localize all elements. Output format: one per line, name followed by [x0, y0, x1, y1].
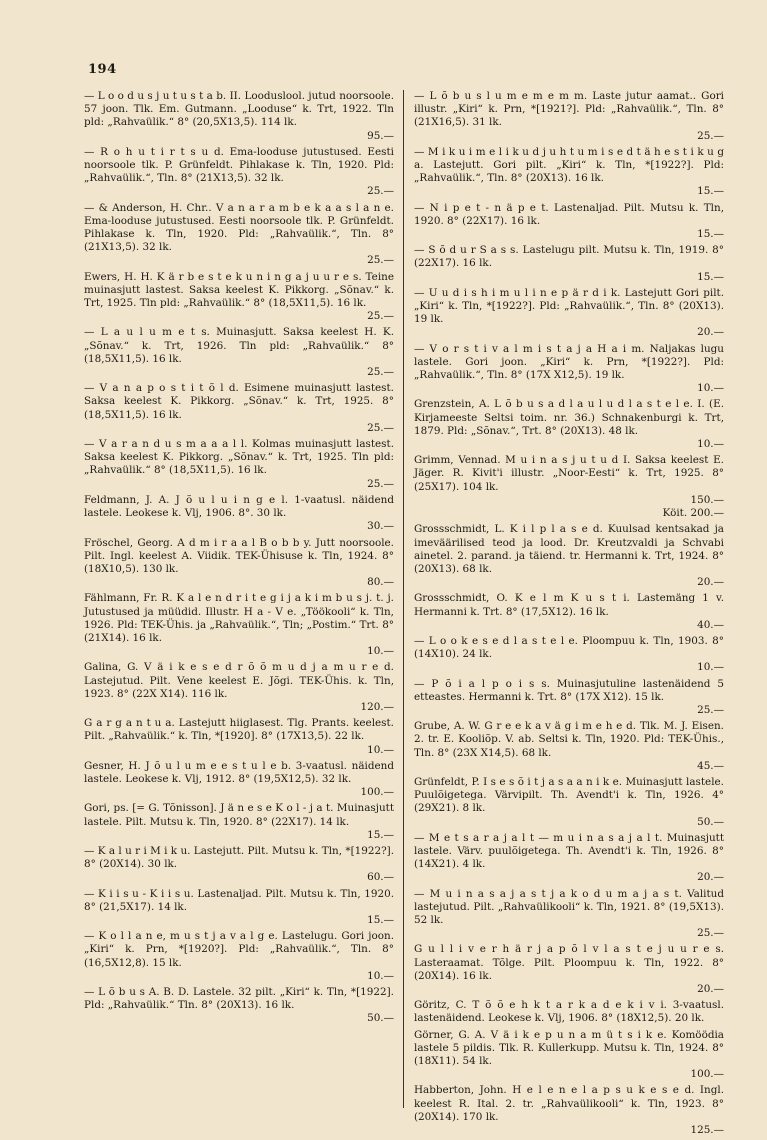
entry-price: 10.—: [367, 743, 394, 756]
entry-text: Habberton, John. H e l e n e l a p s u k e s e d. Ingl. keelest R. Ital. 2. tr. „Rahvaülikooli“ k. Tln, 1923. 8° (20X14). 170 lk.: [414, 1084, 724, 1123]
entry: [84, 537, 394, 590]
entry-price: 60.—: [367, 871, 394, 884]
entry-text: Grube, A. W. G r e e k a v ä g i m e h e d. Tlk. M. J. Eisen. 2. tr. E. Kooliõp. V. ab. Seltsi k. Tln, 1920. Pld: TEK-Ühis., Tln. 8° (23X X14,5). 68 lk.: [414, 720, 724, 759]
entry-price: 20.—: [697, 576, 724, 589]
entry-price: 50.—: [367, 1012, 394, 1025]
entry: [414, 776, 724, 829]
entry-price: 15.—: [367, 913, 394, 926]
entry: [84, 271, 394, 324]
entry: [84, 326, 394, 379]
entry-text: Grimm, Vennad. M u i n a s j u t u d I. Saksa keelest E. Jäger. R. Kivit'i illustr. „Noor-Eesti“ k. Trt, 1925. 8° (25X17). 104 lk.: [414, 454, 724, 493]
entry-price: 10.—: [367, 969, 394, 982]
entry-price: 20.—: [697, 871, 724, 884]
entry-text: — V o r s t i v a l m i s t a j a H a i m. Naljakas lugu lastele. Gori joon. „Kiri“ k. Prn, *[1922?]. Pld: „Rahvaülik.“, Tln. 8° (17X X12,5). 19 lk.: [414, 342, 724, 382]
entry: [84, 592, 394, 658]
entry-price: 15.—: [697, 270, 724, 283]
entry: [414, 635, 724, 675]
left-column: [84, 90, 394, 1029]
entry-text: Fröschel, Georg. A d m i r a a l B o b b y. Jutt noorsoole. Pilt. Ingl. keelest A. Viidik. TEK-Ühisuse k. Tln, 1924. 8° (18X10,5). 130 lk.: [84, 536, 394, 575]
entry-text: Grenzstein, A. L õ b u s a d l a u l u d l a s t e l e. I. (E. Kirjameeste Seltsi toim. nr. 36.) Schnakenburgi k. Trt, 1879. Pld: „Sõnav.“, Trt. 8° (20X13). 48 lk.: [414, 398, 724, 437]
entry: [414, 720, 724, 773]
entry-text: — M u i n a s a j a s t j a k o d u m a j a s t. Valitud lastejutud. Pilt. „Rahvaülikooli“ k. Tln, 1921. 8° (19,5X13). 52 lk.: [414, 887, 724, 926]
entry: [84, 930, 394, 983]
entry-price: 100.—: [690, 1068, 724, 1081]
entry: [84, 202, 394, 268]
entry-price: 25.—: [367, 254, 394, 267]
entry: [414, 1084, 724, 1137]
entry: [84, 90, 394, 143]
entry-text: — L a u l u m e t s. Muinasjutt. Saksa keelest H. K. „Sõnav.“ k. Trt, 1926. Tln pld: „Rahvaülik.“ 8° (18,5X11,5). 16 lk.: [84, 326, 394, 365]
entry-text: — V a n a p o s t i t õ l d. Esimene muinasjutt lastest. Saksa keelest K. Pikkorg. „Sõnav.“ k. Trt, 1925. 8° (18,5X11,5). 16 lk.: [84, 382, 394, 421]
entry-price: 25.—: [367, 310, 394, 323]
page-number: 194: [88, 62, 117, 77]
entry: [414, 398, 724, 451]
entry-text: — P õ i a l p o i s s. Muinasjutuline lastenäidend 5 etteastes. Hermanni k. Trt. 8° (17X X12). 15 lk.: [414, 677, 724, 703]
entry: [414, 523, 724, 589]
entry-text: — & Anderson, H. Chr.. V a n a r a m b e k a a s l a n e. Ema-looduse jutustused. Eesti noorsoole tlk. P. Grünfeldt. Pihlakase k. Tln, 1920. Pld: „Rahvaülik.“, Tln. 8° (21X13,5). 32 lk.: [84, 201, 394, 254]
entry-text: Gori, ps. [= G. Tõnisson]. J ä n e s e K o l - j a t. Muinasjutt lastele. Pilt. Mutsu k. Tln, 1920. 8° (22X17). 14 lk.: [84, 802, 394, 828]
entry-price: 50.—: [697, 815, 724, 828]
entry: [84, 438, 394, 491]
entry-text: Göritz, C. T õ õ e h k t a r k a d e k i v i. 3-vaatusl. lastenäidend. Leokese k. Vlj, 1906. 8° (18X12,5). 20 lk.: [414, 999, 724, 1025]
entry: [414, 832, 724, 885]
entry: [84, 760, 394, 800]
entry: [84, 494, 394, 534]
entry-price: 80.—: [367, 576, 394, 589]
entry-price-bound: Köit. 200.—: [662, 507, 724, 520]
entry-text: Grünfeldt, P. I s e s õ i t j a s a a n i k e. Muinasjutt lastele. Puulõigetega. Värvipilt. Th. Avendt'i k. Tln, 1926. 4° (29X21). 8 lk.: [414, 775, 724, 815]
entry: [414, 888, 724, 941]
entry: [414, 454, 724, 520]
entry-price: 25.—: [697, 703, 724, 716]
entry-text: — L o o d u s j u t u s t a b. II. Looduslool. jutud noorsoole. 57 joon. Tlk. Em. Gutmann. „Looduse“ k. Trt, 1922. Tln pld: „Rahvaülik.“ 8° (20,5X13,5). 114 lk.: [84, 90, 394, 129]
entry-price: 15.—: [697, 228, 724, 241]
entry-price: 25.—: [367, 185, 394, 198]
entry: [84, 661, 394, 714]
entry-price: 25.—: [367, 421, 394, 434]
entry-text: — L õ b u s l u m e m e m m. Laste jutur aamat.. Gori illustr. „Kiri“ k. Prn, *[1921?]. Pld: „Rahvaülik.“, Tln. 8° (21X16,5). 31 lk.: [414, 90, 724, 129]
entry-price: 25.—: [367, 477, 394, 490]
entry: [414, 343, 724, 396]
entry-text: — R o h u t i r t s u d. Ema-looduse jutustused. Eesti noorsoole tlk. P. Grünfeldt. Pihlakase k. Tln, 1920. Pld: „Rahvaülik.“, Tln. 8° (21X13,5). 32 lk.: [84, 145, 394, 185]
entry-text: — M e t s a r a j a l t — m u i n a s a j a l t. Muinasjutt lastele. Värv. puulõigetega. Th. Avendt'i k. Tln, 1926. 8° (14X21). 4 lk.: [414, 831, 724, 871]
entry-text: Ewers, H. H. K ä r b e s t e k u n i n g a j u u r e s. Teine muinasjutt lastest. Saksa keelest K. Pikkorg. „Sõnav.“ k. Trt, 1925. Tln pld: „Rahvaülik.“ 8° (18,5X11,5). 16 lk.: [84, 270, 394, 310]
entry-price: 30.—: [367, 520, 394, 533]
entry: [414, 90, 724, 143]
entry-text: — M i k u i m e l i k u d j u h t u m i s e d t ä h e s t i k u g a. Lastejutt. Gori pilt. „Kiri“ k. Tln, *[1922?]. Pld: „Rahvaülik.“, Tln. 8° (20X13). 16 lk.: [414, 145, 724, 185]
entry-text: — K i i s u - K i i s u. Lastenaljad. Pilt. Mutsu k. Tln, 1920. 8° (21,5X17). 14 lk.: [84, 887, 394, 913]
entry: [414, 592, 724, 632]
entry: [84, 382, 394, 435]
entry-text: — L õ b u s A. B. D. Lastele. 32 pilt. „Kiri“ k. Tln, *[1922]. Pld: „Rahvaülik.“ Tln. 8° (20X13). 16 lk.: [84, 986, 394, 1012]
entry: [414, 202, 724, 242]
entry-price: 25.—: [697, 129, 724, 142]
entry-text: — S õ d u r S a s s. Lastelugu pilt. Mutsu k. Tln, 1919. 8° (22X17). 16 lk.: [414, 244, 724, 270]
entry: [84, 845, 394, 885]
entry-price: 25.—: [697, 927, 724, 940]
entry-price: 125.—: [690, 1124, 724, 1137]
entry: [414, 244, 724, 284]
entry-price: 10.—: [697, 382, 724, 395]
entry: [414, 999, 724, 1025]
entry-text: — K o l l a n e, m u s t j a v a l g e. Lastelugu. Gori joon. „Kiri“ k. Prn, *[1920?]. Pld: „Rahvaülik.“, Tln. 8° (16,5X12,8). 15 lk.: [84, 930, 394, 969]
entry-price: 150.—: [690, 493, 724, 506]
entry-price: 20.—: [697, 326, 724, 339]
entry-text: G a r g a n t u a. Lastejutt hiiglasest. Tlg. Prants. keelest. Pilt. „Rahvaülik.“ k. Tln, *[1920]. 8° (17X13,5). 22 lk.: [84, 717, 394, 743]
entry-price: 10.—: [697, 438, 724, 451]
entry-text: Feldmann, J. A. J õ u l u i n g e l. 1-vaatusl. näidend lastele. Leokese k. Vlj, 1906. 8°. 30 lk.: [84, 493, 394, 520]
entry-price: 25.—: [367, 366, 394, 379]
entry-text: G u l l i v e r h ä r j a p õ l v l a s t e j u u r e s. Lasteraamat. Tõlge. Pilt. Ploompuu k. Tln, 1922. 8° (20X14). 16 lk.: [414, 943, 724, 982]
entry: [414, 1029, 724, 1082]
entry-price: 120.—: [360, 700, 394, 713]
entry-text: — K a l u r i M i k u. Lastejutt. Pilt. Mutsu k. Tln, *[1922?]. 8° (20X14). 30 lk.: [84, 844, 394, 871]
entry: [84, 146, 394, 199]
entry: [414, 287, 724, 340]
entry-price: 20.—: [697, 983, 724, 995]
entry-text: — V a r a n d u s m a a a l l. Kolmas muinasjutt lastest. Saksa keelest K. Pikkorg. „Sõnav.“ k. Trt, 1925. Tln pld: „Rahvaülik.“ 8° (18,5X11,5). 16 lk.: [84, 438, 394, 477]
entry-text: — N i p e t - n ä p e t. Lastenaljad. Pilt. Mutsu k. Tln, 1920. 8° (22X17). 16 lk.: [414, 201, 724, 227]
entry-price: 10.—: [367, 645, 394, 658]
entry: [84, 802, 394, 842]
entry-text: Gesner, H. J õ u l u m e e s t u l e b. 3-vaatusl. näidend lastele. Leokese k. Vlj, 1912. 8° (19,5X12,5). 32 lk.: [84, 759, 394, 785]
entry-price: 100.—: [360, 786, 394, 799]
entry: [414, 146, 724, 199]
right-column: [414, 90, 724, 1140]
entry: [414, 678, 724, 718]
entry-price: 15.—: [697, 185, 724, 198]
entry-price: 15.—: [367, 828, 394, 841]
entry: [84, 888, 394, 928]
entry: [84, 717, 394, 757]
entry-text: — L o o k e s e d l a s t e l e. Ploompuu k. Tln, 1903. 8° (14X10). 24 lk.: [414, 634, 724, 661]
entry: [414, 943, 724, 996]
entry-text: Görner, G. A. V ä i k e p u n a m ü t s i k e. Komöödia lastele 5 pildis. Tlk. R. Kullerkupp. Mutsu k. Tln, 1924. 8° (18X11). 54 lk.: [414, 1028, 724, 1068]
column-divider: [403, 90, 404, 1108]
entry-price: 95.—: [367, 129, 394, 142]
entry: [84, 986, 394, 1026]
entry-text: Grossschmidt, L. K i l p l a s e d. Kuulsad kentsakad ja imeväärilised teod ja lood. Dr. Kreutzvaldi ja Schvabi ainetel. 2. parand. ja täiend. tr. Hermanni k. Trt, 1924. 8° (20X13). 68 lk.: [414, 523, 724, 575]
entry-text: — U u d i s h i m u l i n e p ä r d i k. Lastejutt Gori pilt. „Kiri“ k. Tln, *[1922?]. Pld: „Rahvaülik.“, Tln. 8° (20X13). 19 lk.: [414, 286, 724, 326]
entry-text: Fählmann, Fr. R. K a l e n d r i t e g i j a k i m b u s j. t. j. Jutustused ja müüdid. Illustr. H a - V e. „Töökooli“ k. Tln, 1926. Pld: TEK-Ühis. ja „Rahvaülik.“, Tln; „Postim.“ Trt. 8° (21X14). 16 lk.: [84, 592, 394, 644]
entry-text: Grossschmidt, O. K e l m K u s t i. Lastemäng 1 v. Hermanni k. Trt. 8° (17,5X12). 16 lk.: [414, 592, 724, 618]
entry-text: Galina, G. V ä i k e s e d r õ õ m u d j a m u r e d. Lastejutud. Pilt. Vene keelest E. Jõgi. TEK-Ühis. k. Tln, 1923. 8° (22X X14). 116 lk.: [84, 661, 394, 700]
entry-price: 45.—: [697, 759, 724, 772]
entry-price: 40.—: [697, 618, 724, 631]
entry-price: 10.—: [697, 661, 724, 674]
